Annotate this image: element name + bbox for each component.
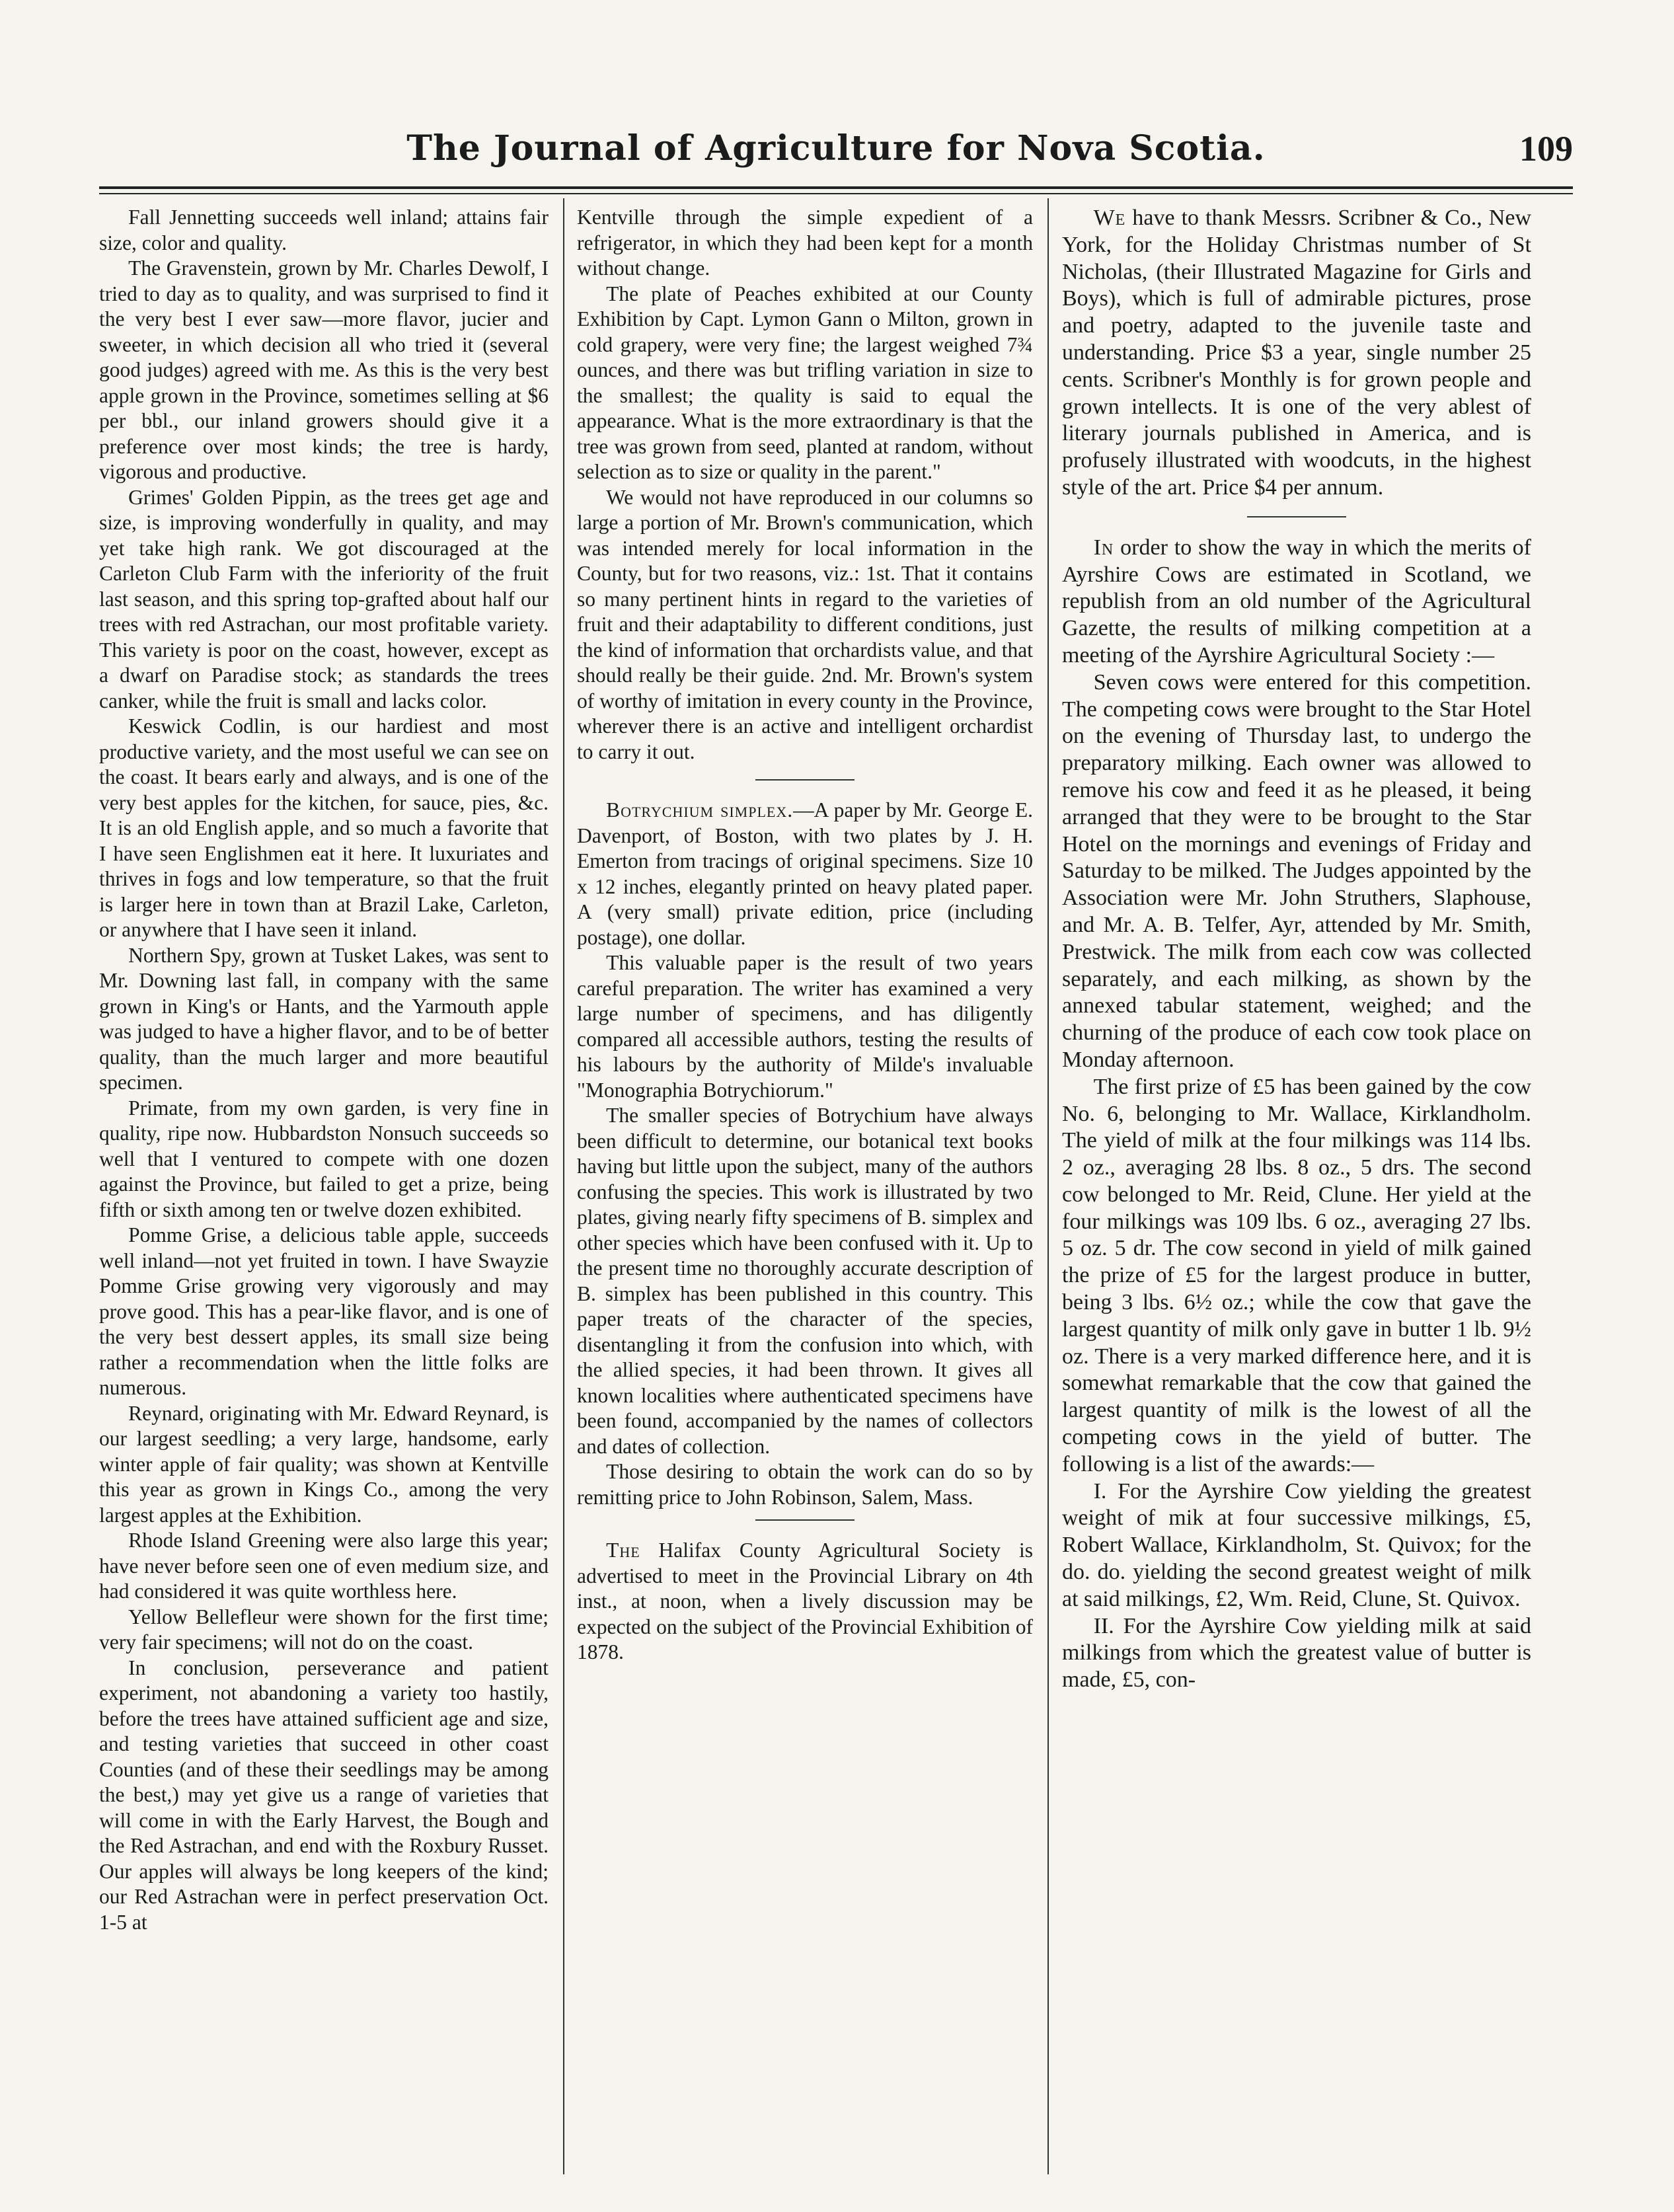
section-separator (1247, 516, 1346, 517)
column-right (1062, 205, 1531, 2174)
header-rule (99, 186, 1573, 189)
page-number: 109 (1519, 129, 1573, 169)
paragraph: Reynard, originating with Mr. Edward Reynard, is our largest seedling; a very large, handsome, early winter apple of fair quality; was shown at Kentville this year as grown in Kings Co., among the very largest apples at the Exhibition. (99, 1401, 549, 1527)
paragraph: Those desiring to obtain the work can do so by remitting price to John Robinson, Salem, Mass. (577, 1460, 1033, 1509)
section-separator (755, 779, 855, 781)
paragraph-text: order to show the way in which the merits of Ayrshire Cows are estimated in Scotland, we republish from an old number of the Agricultural Gazette, the results of milking competition at a meeting of the Ayrshire Agricultural Society :— (1062, 535, 1531, 667)
column-divider (563, 198, 564, 2174)
paragraph: Fall Jennetting succeeds well inland; attains fair size, color and quality. (99, 206, 549, 254)
paragraph: Pomme Grise, a delicious table apple, succeeds well inland—not yet fruited in town. I have Swayzie Pomme Grise growing very vigorously and may prove good. This has a pear-like flavor, and is one of the very best dessert apples, its small size being rather a recommendation when the little folks are numerous. (99, 1223, 549, 1399)
paragraph (1062, 205, 1531, 502)
paragraph: Seven cows were entered for this competition. The competing cows were brought to the Star Hotel on the evening of Thursday last, to undergo the preparatory milking. Each owner was allowed to remove his cow and feed it as he pleased, it being arranged that they were to be brought to the Star Hotel on the mornings and evenings of Friday and Saturday to be milked. The Judges appointed by the Association were Mr. John Struthers, Slaphouse, and Mr. A. B. Telfer, Ayr, attended by Mr. Smith, Prestwick. The milk from each cow was collected separately, and each milking, as shown by the annexed tabular statement, weighed; and the churning of the produce of each cow took place on Monday afternoon. (1062, 669, 1531, 1072)
paragraph: The plate of Peaches exhibited at our County Exhibition by Capt. Lymon Gann o Milton, grown in cold grapery, were very fine; the largest weighed 7¾ ounces, and there was but trifling variation in size to the smallest; the quality is said to equal the appearance. What is the more extraordinary is that the tree was grown from seed, planted at random, without selection as to size or quality in the parent." (577, 282, 1033, 483)
paragraph-text: Halifax County Agricultural Society is advertised to meet in the Provincial Library on 4th inst., at noon, when a lively discussion may be expected on the subject of the Provincial Exhibition of 1878. (577, 1539, 1033, 1663)
paragraph: In conclusion, perseverance and patient experiment, not abandoning a variety too hastily, before the trees have attained sufficient age and size, and testing varieties that succeed in other coast Counties (and of these their seedlings may be among the best,) may yet give us a range of varieties that will come in with the Early Harvest, the Bough and the Red Astrachan, and end with the Roxbury Russet. Our apples will always be long keepers of the kind; our Red Astrachan were in perfect preservation Oct. 1-5 at (99, 1656, 549, 1934)
column-middle (577, 205, 1033, 2174)
column-divider (1047, 198, 1049, 2174)
paragraph: The Gravenstein, grown by Mr. Charles Dewolf, I tried to day as to quality, and was surprised to find it the very best I ever saw—more flavor, jucier and sweeter, in which decision all who tried it (several good judges) agreed with me. As this is the very best apple grown in the Province, sometimes selling at $6 per bbl., our inland growers should give it a preference over most kinds; the tree is hardy, vigorous and productive. (99, 256, 549, 483)
paragraph (577, 1538, 1033, 1665)
journal-title: The Journal of Agriculture for Nova Scotia. (406, 128, 1266, 169)
paragraph: Keswick Codlin, is our hardiest and most productive variety, and the most useful we can see on the coast. It bears early and always, and is one of the very best apples for the kitchen, for sauce, pies, &c. It is an old English apple, and so much a favorite that I have seen Englishmen eat it here. It luxuriates and thrives in fogs and low temperature, so that the fruit is larger here in town than at Brazil Lake, Carleton, or anywhere that I have seen it inland. (99, 714, 549, 941)
paragraph: II. For the Ayrshire Cow yielding milk at said milkings from which the greatest value of butter is made, £5, con- (1062, 1613, 1531, 1693)
section-lead: The (606, 1539, 640, 1562)
section-lead: We (1093, 206, 1126, 230)
paragraph: The first prize of £5 has been gained by the cow No. 6, belonging to Mr. Wallace, Kirklandholm. The yield of milk at the four milkings was 114 lbs. 2 oz., averaging 28 lbs. 8 oz., 5 drs. The second cow belonged to Mr. Reid, Clune. Her yield at the four milkings was 109 lbs. 6 oz., averaging 27 lbs. 5 oz. 5 dr. The cow second in yield of milk gained the prize of £5 for the largest produce in butter, being 3 lbs. 6½ oz.; while the cow that gave the largest quantity of milk only gave in butter 1 lb. 9½ oz. There is a very marked difference here, and it is somewhat remarkable that the cow that gained the largest quantity of milk is the lowest of all the competing cows in the yield of butter. The following is a list of the awards:— (1062, 1074, 1531, 1476)
paragraph: Rhode Island Greening were also large this year; have never before seen one of even medium size, and had considered it was quite worthless here. (99, 1529, 549, 1603)
paragraph: Northern Spy, grown at Tusket Lakes, was sent to Mr. Downing last fall, in company with the same grown in King's or Hants, and the Yarmouth apple was judged to have a higher flavor, and to be of better quality, than the much larger and more beautiful specimen. (99, 943, 549, 1094)
paragraph (577, 798, 1033, 950)
section-lead: In (1093, 535, 1114, 560)
paragraph: Yellow Bellefleur were shown for the first time; very fair specimens; will not do on the coast. (99, 1605, 549, 1654)
paragraph: Grimes' Golden Pippin, as the trees get age and size, is improving wonderfully in quality, and may yet take high rank. We got discouraged at the Carleton Club Farm with the inferiority of the fruit last season, and this spring top-grafted about half our trees with red Astrachan, our most profitable variety. This variety is poor on the coast, however, except as a dwarf on Paradise stock; as standards the trees canker, while the fruit is small and lacks color. (99, 485, 549, 712)
section-separator (755, 1519, 855, 1521)
paragraph: Kentville through the simple expedient of a refrigerator, in which they had been kept for a month without change. (577, 206, 1033, 280)
column-left (99, 205, 549, 2174)
paragraph: The smaller species of Botrychium have always been difficult to determine, our botanical text books having but little upon the subject, many of the authors confusing the species. This work is illustrated by two plates, giving nearly fifty specimens of B. simplex and other species which have been confused with it. Up to the present time no thoroughly accurate description of B. simplex has been published in this country. This paper treats of the character of the species, disentangling it from the confusion into which, with the allied species, it had been thrown. It gives all known localities where authenticated specimens have been found, accompanied by the names of collectors and dates of collection. (577, 1104, 1033, 1458)
paragraph-text: —A paper by Mr. George E. Davenport, of Boston, with two plates by J. H. Emerton from tracings of original specimens. Size 10 x 12 inches, elegantly printed on heavy plated paper. A (very small) private edition, price (including postage), one dollar. (577, 798, 1033, 949)
paragraph: I. For the Ayrshire Cow yielding the greatest weight of mik at four successive milkings, £5, Robert Wallace, Kirklandholm, St. Quivox; for the do. do. yielding the second greatest weight of milk at said milkings, £2, Wm. Reid, Clune, St. Quivox. (1062, 1478, 1531, 1611)
paragraph (1062, 535, 1531, 669)
paragraph: We would not have reproduced in our columns so large a portion of Mr. Brown's communication, which was intended merely for local information in the County, but for two reasons, viz.: 1st. That it contains so many pertinent hints in regard to the varieties of fruit and their adaptability to different conditions, just the kind of information that orchardists value, and that should really be their guide. 2nd. Mr. Brown's system of worthy of imitation in every county in the Province, wherever there is an active and intelligent orchardist to carry it out. (577, 485, 1033, 763)
paragraph: Primate, from my own garden, is very fine in quality, ripe now. Hubbardston Nonsuch succeeds so well that I ventured to compete with one dozen against the Province, but failed to get a prize, being fifth or sixth among ten or twelve dozen exhibited. (99, 1096, 549, 1221)
paragraph-text: have to thank Messrs. Scribner & Co., New York, for the Holiday Christmas number of St Nicholas, (their Illustrated Magazine for Girls and Boys), which is full of admirable pictures, prose and poetry, adapted to the juvenile taste and understanding. Price $3 a year, single number 25 cents. Scribner's Monthly is for grown people and grown intellects. It is one of the very ablest of literary journals published in America, and is profusely illustrated with woodcuts, in the highest style of the art. Price $4 per annum. (1062, 206, 1531, 500)
header-rule-thin (99, 193, 1573, 194)
paragraph: This valuable paper is the result of two years careful preparation. The writer has examined a very large number of specimens, and has diligently compared all accessible authors, testing the results of his labours by the authority of Milde's invaluable "Monographia Botrychiorum." (577, 951, 1033, 1102)
page-header (99, 124, 1573, 184)
section-lead: Botrychium simplex. (606, 798, 794, 821)
